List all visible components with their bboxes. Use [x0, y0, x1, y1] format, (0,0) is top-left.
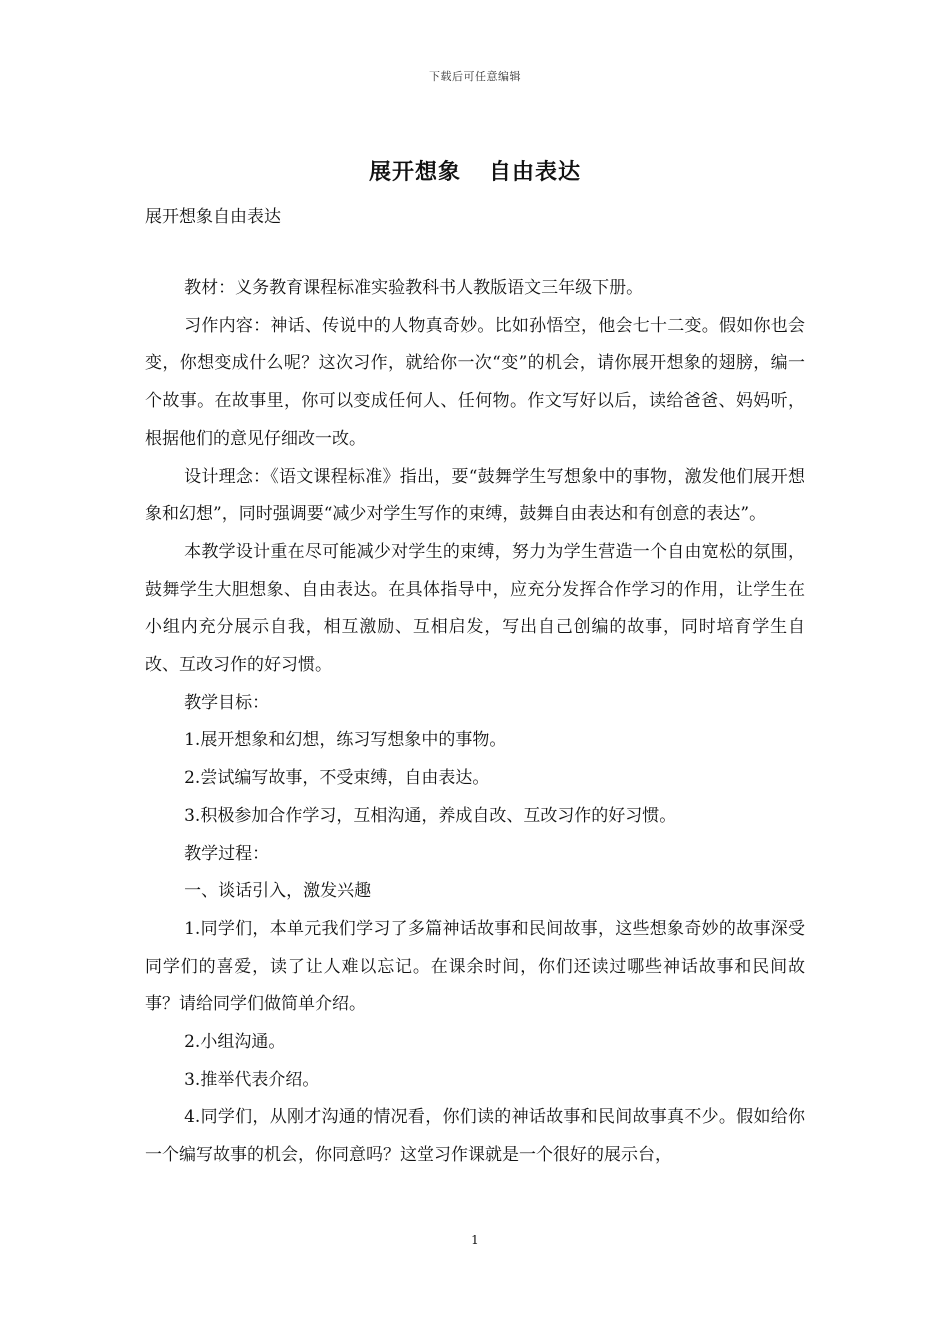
- paragraph-goal-2: 2.尝试编写故事，不受束缚，自由表达。: [184, 768, 490, 789]
- title-part-1: 展开想象: [368, 159, 461, 185]
- paragraph-step-3: 3.推举代表介绍。: [184, 1069, 320, 1090]
- paragraph-step-1: 1.同学们，本单元我们学习了多篇神话故事和民间故事，这些想象奇妙的故事深受同学们的喜爱，读了让人难以忘记。在课余时间，你们还读过哪些神话故事和民间故事？请给同学们做简单介绍。: [145, 918, 805, 1015]
- paragraph-goal-3: 3.积极参加合作学习，互相沟通，养成自改、互改习作的好习惯。: [184, 805, 677, 826]
- paragraph-goals-heading: 教学目标：: [184, 692, 270, 713]
- page-number: 1: [471, 1233, 479, 1247]
- paragraph-step-2: 2.小组沟通。: [184, 1032, 286, 1053]
- paragraph-process-heading: 教学过程：: [184, 843, 270, 864]
- header-note: 下载后可任意编辑: [429, 70, 521, 83]
- paragraph-section-1-heading: 一、谈话引入，激发兴趣: [184, 881, 372, 902]
- document-title: [0, 155, 950, 186]
- document-body: [145, 270, 805, 1175]
- title-part-2: 自由表达: [489, 159, 582, 185]
- paragraph-design-focus: 本教学设计重在尽可能减少对学生的束缚，努力为学生营造一个自由宽松的氛围，鼓舞学生大胆想象、自由表达。在具体指导中，应充分发挥合作学习的作用，让学生在小组内充分展示自我，相互激励、互相启发，写出自己创编的故事，同时培育学生自改、互改习作的好习惯。: [145, 541, 805, 676]
- document-subtitle: 展开想象自由表达: [145, 207, 281, 227]
- paragraph-design-idea: 设计理念：《语文课程标准》指出，要“鼓舞学生写想象中的事物，激发他们展开想象和幻想”，同时强调要“减少对学生写作的束缚，鼓舞自由表达和有创意的表达”。: [145, 466, 805, 525]
- paragraph-goal-1: 1.展开想象和幻想，练习写想象中的事物。: [184, 730, 507, 751]
- paragraph-textbook: 教材：义务教育课程标准实验教科书人教版语文三年级下册。: [184, 278, 644, 298]
- paragraph-step-4: 4.同学们，从刚才沟通的情况看，你们读的神话故事和民间故事真不少。假如给你一个编写故事的机会，你同意吗？这堂习作课就是一个很好的展示台，: [145, 1107, 805, 1166]
- paragraph-content: 习作内容：神话、传说中的人物真奇妙。比如孙悟空，他会七十二变。假如你也会变，你想变成什么呢？这次习作，就给你一次“变”的机会，请你展开想象的翅膀，编一个故事。在故事里，你可以变成任何人、任何物。作文写好以后，读给爸爸、妈妈听，根据他们的意见仔细改一改。: [145, 315, 805, 449]
